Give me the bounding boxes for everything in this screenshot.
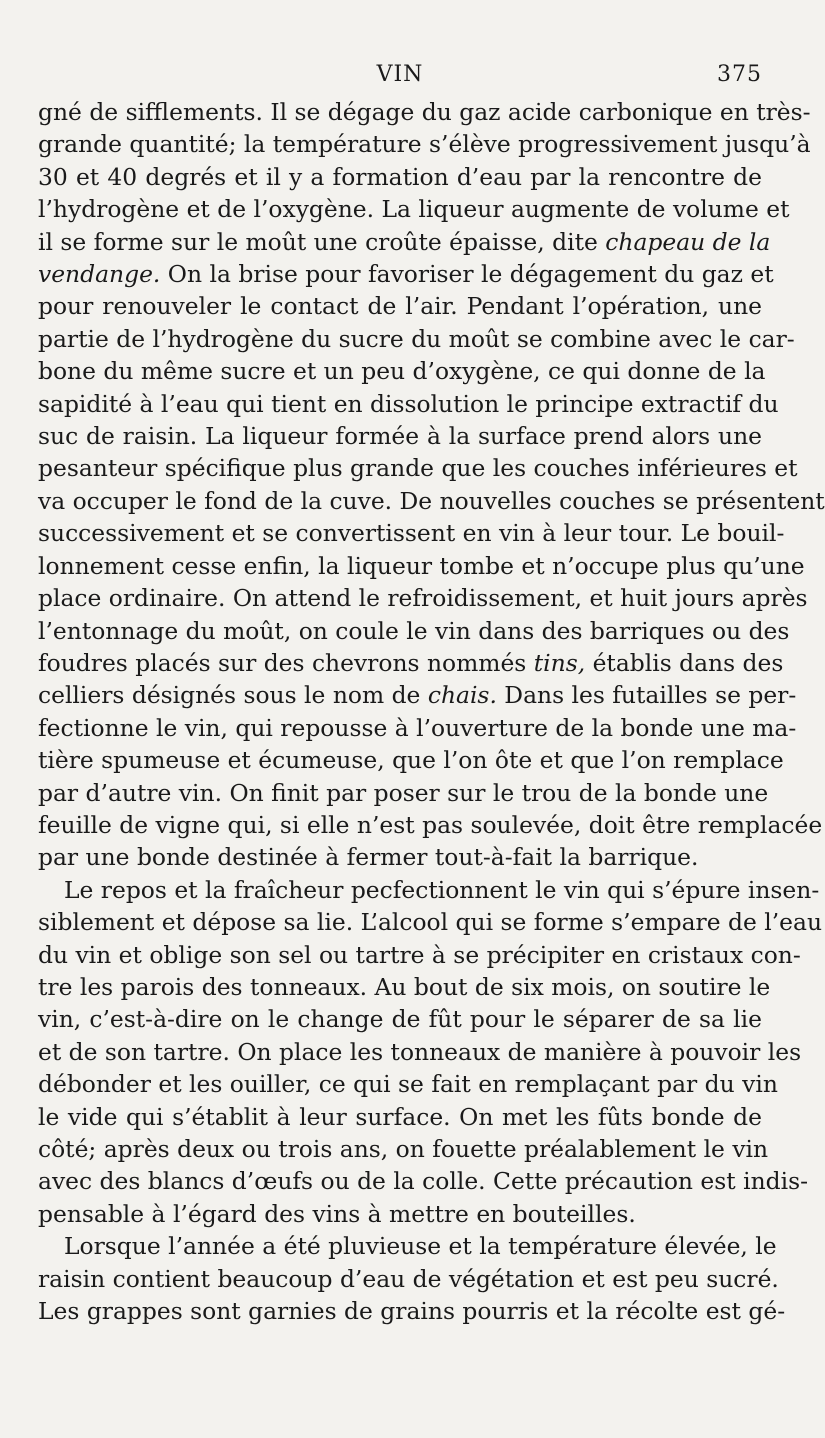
text-line: foudres placés sur des chevrons nommés tins, établis dans des <box>38 648 784 677</box>
running-header <box>38 62 762 96</box>
text-line: place ordinaire. On attend le refroidissement, et huit jours après <box>38 584 808 613</box>
text-line: 30 et 40 degrés et il y a formation d’eau par la rencontre de <box>38 162 762 191</box>
text-line: suc de raisin. La liqueur formée à la surface prend alors une <box>38 422 762 451</box>
text-line: va occuper le fond de la cuve. De nouvelles couches se présentent <box>38 486 825 515</box>
running-title: VIN <box>376 62 424 87</box>
body-text <box>38 96 825 1327</box>
text-line: feuille de vigne qui, si elle n’est pas soulevée, doit être remplacée <box>38 810 823 839</box>
text-line: vendange. On la brise pour favoriser le dégagement du gaz et <box>38 260 774 289</box>
paragraph <box>38 1230 786 1327</box>
text-line: gné de sifflements. Il se dégage du gaz acide carbonique en très- <box>38 98 811 126</box>
italic-term: chapeau de la <box>605 227 771 256</box>
text-line: du vin et oblige son sel ou tartre à se précipiter en cristaux con- <box>38 940 801 969</box>
text-line: et de son tartre. On place les tonneaux de manière à pouvoir les <box>38 1037 802 1066</box>
paragraph <box>38 96 825 874</box>
text-line: lonnement cesse enfin, la liqueur tombe et n’occupe plus qu’une <box>38 551 805 580</box>
text-line: tière spumeuse et écumeuse, que l’on ôte et que l’on remplace <box>38 746 784 775</box>
text-line: pesanteur spécifique plus grande que les couches inférieures et <box>38 454 798 483</box>
italic-term: chais. <box>427 681 497 710</box>
text-line: Les grappes sont garnies de grains pourris et la récolte est gé- <box>38 1297 786 1326</box>
text-line: côté; après deux ou trois ans, on fouette préalablement le vin <box>38 1135 769 1163</box>
text-line: débonder et les ouiller, ce qui se fait en remplaçant par du vin <box>38 1070 778 1099</box>
text-line: le vide qui s’établit à leur surface. On met les fûts bonde de <box>38 1102 762 1131</box>
text-line: successivement et se convertissent en vin à leur tour. Le bouil- <box>38 519 785 548</box>
text-line: pour renouveler le contact de l’air. Pendant l’opération, une <box>38 292 762 321</box>
text-line: celliers désignés sous le nom de chais. Dans les futailles se per- <box>38 681 797 710</box>
text-line: fectionne le vin, qui repousse à l’ouverture de la bonde une ma- <box>38 713 797 742</box>
text-line: grande quantité; la température s’élève progressivement jusqu’à <box>38 130 811 159</box>
text-line: raisin contient beaucoup d’eau de végétation et est peu sucré. <box>38 1264 779 1293</box>
italic-term: vendange. <box>38 260 161 289</box>
text-line: siblement et dépose sa lie. L’alcool qui se forme s’empare de l’eau <box>38 908 823 937</box>
page-number: 375 <box>717 62 762 87</box>
text-line: bone du même sucre et un peu d’oxygène, ce qui donne de la <box>38 357 766 386</box>
text-line: il se forme sur le moût une croûte épaisse, dite chapeau de la <box>38 227 771 256</box>
text-line: par une bonde destinée à fermer tout-à-fait la barrique. <box>38 843 699 872</box>
text-line: l’entonnage du moût, on coule le vin dans des barriques ou des <box>38 616 790 645</box>
text-line: tre les parois des tonneaux. Au bout de six mois, on soutire le <box>38 972 771 1001</box>
text-line: Lorsque l’année a été pluvieuse et la température élevée, le <box>64 1232 777 1261</box>
text-line: partie de l’hydrogène du sucre du moût se combine avec le car- <box>38 324 795 353</box>
text-line: par d’autre vin. On finit par poser sur le trou de la bonde une <box>38 778 769 807</box>
text-line: sapidité à l’eau qui tient en dissolution le principe extractif du <box>38 389 779 418</box>
text-line: avec des blancs d’œufs ou de la colle. Cette précaution est indis- <box>38 1167 809 1196</box>
text-line: vin, c’est-à-dire on le change de fût pour le séparer de sa lie <box>38 1005 762 1034</box>
text-line: Le repos et la fraîcheur pecfectionnent le vin qui s’épure insen- <box>64 875 820 904</box>
paragraph <box>38 874 823 1230</box>
text-line: l’hydrogène et de l’oxygène. La liqueur augmente de volume et <box>38 195 790 224</box>
text-line: pensable à l’égard des vins à mettre en bouteilles. <box>38 1199 636 1228</box>
italic-term: tins, <box>533 648 586 677</box>
